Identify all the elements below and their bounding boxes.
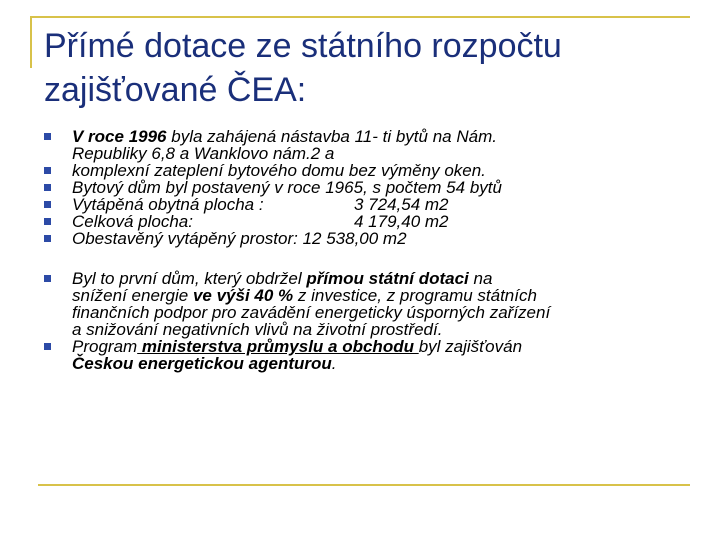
item-bold: V roce 1996 [72,127,167,146]
item-text: finančních podpor pro zavádění energeticky úsporných zařízení [72,303,551,322]
square-bullet-icon [44,133,51,140]
list-item [44,213,684,230]
list-item [44,179,684,196]
item-bold: přímou státní dotaci [306,269,469,288]
item-text: Bytový dům byl postavený v roce 1965, s počtem 54 bytů [72,178,502,197]
square-bullet-icon [44,201,51,208]
item-label: Vytápěná obytná plocha : [72,195,264,214]
item-text: na [468,269,493,288]
frame-top-line [30,16,690,18]
slide-title [44,24,694,112]
item-label: Obestavěný vytápěný prostor: [72,229,298,248]
list-item [44,162,684,179]
item-text: . [331,354,337,373]
item-text: Program [72,337,138,356]
frame-left-line [30,16,32,68]
frame-bottom-line [38,484,690,486]
square-bullet-icon [44,167,51,174]
item-text: byla zahájená nástavba 11- ti bytů na Nám. [166,127,497,146]
item-text: a snižování negativních vlivů na životní prostředí. [72,320,443,339]
item-label: Celková plocha: [72,212,193,231]
item-text: byl zajišťován [418,337,523,356]
item-value: 12 538,00 m2 [302,229,407,248]
item-value: 4 179,40 m2 [354,212,449,231]
list-item [44,338,684,372]
list-item [44,128,684,162]
item-text: Byl to první dům, který obdržel [72,269,302,288]
square-bullet-icon [44,218,51,225]
square-bullet-icon [44,275,51,282]
item-text: komplexní zateplení bytového domu bez výměny oken. [72,161,486,180]
list-item [44,196,684,213]
title-line-1: Přímé dotace ze státního rozpočtu [44,27,562,65]
square-bullet-icon [44,343,51,350]
list-item [44,230,684,247]
square-bullet-icon [44,235,51,242]
bullet-list [44,128,684,372]
item-text: snížení energie [72,286,193,305]
item-bold: Českou energetickou agenturou [72,354,332,373]
item-bold: ve výši 40 % [192,286,294,305]
item-text: Republiky 6,8 a Wanklovo nám.2 a [72,144,335,163]
item-text: z investice, z programu státních [293,286,537,305]
item-bold-underlined: ministerstva průmyslu a obchodu [137,337,419,356]
item-value: 3 724,54 m2 [354,195,449,214]
spacer [44,247,684,270]
title-line-2: zajišťované ČEA: [44,71,307,109]
square-bullet-icon [44,184,51,191]
list-item [44,270,684,338]
